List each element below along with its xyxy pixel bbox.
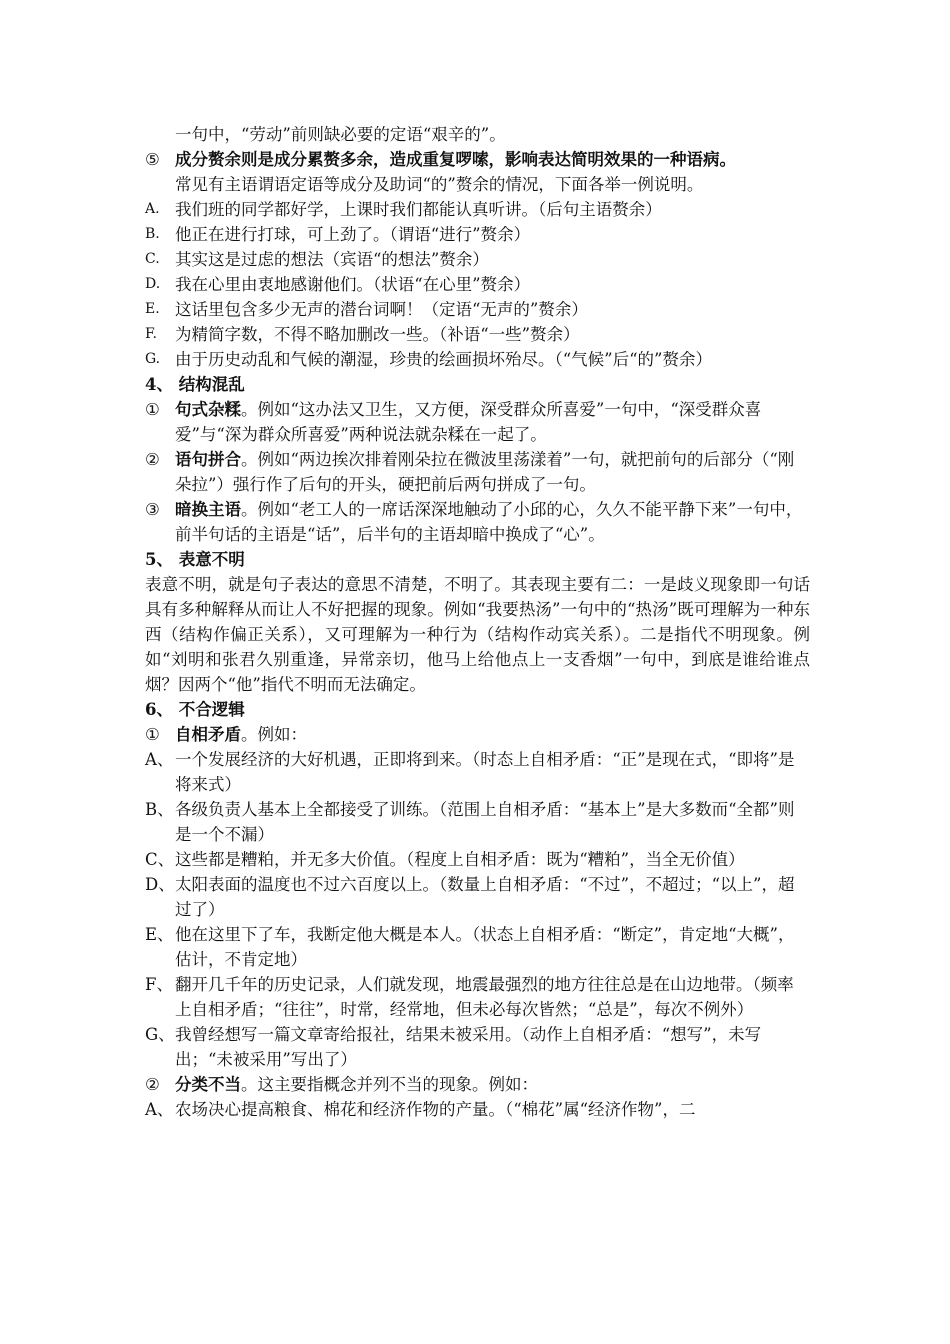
item-text: 我们班的同学都好学，上课时我们都能认真听讲。（后句主语赘余）	[175, 200, 662, 219]
numbered-item	[145, 497, 810, 547]
item-text: 我在心里由衷地感谢他们。（状语“在心里”赘余）	[175, 275, 531, 294]
paragraph	[145, 122, 810, 147]
numbered-item	[145, 1072, 810, 1097]
item-text: 。例如“老工人的一席话深深地触动了小邱的心，久久不能平静下来”一句中，前半句话的主语是“话”，后半句的主语却暗中换成了“心”。	[175, 500, 803, 544]
item-marker: A.	[145, 201, 160, 217]
item-marker: G.	[145, 351, 161, 367]
item-marker: G、	[145, 1025, 175, 1044]
item-text: 其实这是过虑的想法（宾语“的想法”赘余）	[175, 250, 489, 269]
circled-number: ②	[145, 1075, 160, 1094]
numbered-item	[145, 147, 810, 197]
item-text: 。例如：	[241, 725, 307, 744]
item-marker: C.	[145, 251, 160, 267]
item-marker: E.	[145, 301, 160, 317]
term: 暗换主语	[175, 500, 241, 519]
example-list	[145, 197, 810, 372]
item-marker: F、	[145, 975, 173, 994]
term: 自相矛盾	[175, 725, 241, 744]
section-heading: 6、 不合逻辑	[145, 700, 245, 719]
circled-number: ①	[145, 725, 160, 744]
term: 语句拼合	[175, 450, 241, 469]
list-item	[145, 322, 810, 347]
circled-number: ③	[145, 500, 160, 519]
item-text: 常见有主语谓语定语等成分及助词“的”赘余的情况，下面各举一例说明。	[175, 175, 704, 194]
circled-number: ②	[145, 450, 160, 469]
item-marker: B、	[145, 800, 174, 819]
item-text: 。例如“这办法又卫生，又方便，深受群众所喜爱”一句中，“深受群众喜爱”与“深为群众所喜爱”两种说法就杂糅在一起了。	[175, 400, 762, 444]
intro-tail: 一句中，“劳动”前则缺必要的定语“艰辛的”。	[175, 125, 506, 144]
list-item	[145, 272, 810, 297]
list-item	[145, 872, 810, 922]
list-item	[145, 247, 810, 272]
numbered-item	[145, 397, 810, 447]
item-text: 他正在进行打球，可上劲了。（谓语“进行”赘余）	[175, 225, 531, 244]
list-item	[145, 297, 810, 322]
list-item	[145, 1022, 810, 1072]
item-text: 一个发展经济的大好机遇，正即将到来。（时态上自相矛盾：“正”是现在式，“即将”是将来式）	[175, 750, 795, 794]
term: 句式杂糅	[175, 400, 241, 419]
circled-number: ①	[145, 400, 160, 419]
item-text: 。这主要指概念并列不当的现象。例如：	[241, 1075, 538, 1094]
list-item	[145, 797, 810, 847]
list-item	[145, 972, 810, 1022]
circled-number: ⑤	[145, 150, 160, 169]
item-text: 翻开几千年的历史记录，人们就发现，地震最强烈的地方往往总是在山边地带。（频率上自相矛盾；“往往”，时常，经常地，但未必每次皆然；“总是”，每次不例外）	[175, 975, 794, 1019]
item-text: 农场决心提高粮食、棉花和经济作物的产量。（“棉花”属“经济作物”，二	[175, 1100, 696, 1119]
item-marker: D.	[145, 276, 161, 292]
item-text: 这些都是糟粕，并无多大价值。（程度上自相矛盾：既为“糟粕”，当全无价值）	[175, 850, 745, 869]
list-item	[145, 222, 810, 247]
item-text: 由于历史动乱和气候的潮湿，珍贵的绘画损坏殆尽。（“气候”后“的”赘余）	[175, 350, 712, 369]
term: 分类不当	[175, 1075, 241, 1094]
list-item	[145, 922, 810, 972]
item-text: 太阳表面的温度也不过六百度以上。（数量上自相矛盾：“不过”，不超过；“以上”，超过了）	[175, 875, 795, 919]
document-page	[145, 122, 810, 1122]
list-item	[145, 747, 810, 797]
item-marker: A、	[145, 1100, 174, 1119]
example-list	[145, 747, 810, 1072]
item-text: 他在这里下了车，我断定他大概是本人。（状态上自相矛盾：“断定”，肯定地“大概”，估计，不肯定地）	[175, 925, 795, 969]
item-text: 为精简字数，不得不略加删改一些。（补语“一些”赘余）	[175, 325, 580, 344]
item-text: 这话里包含多少无声的潜台词啊！（定语“无声的”赘余）	[175, 300, 588, 319]
item-text: 我曾经想写一篇文章寄给报社，结果未被采用。（动作上自相矛盾：“想写”，未写出；“未被采用”写出了）	[175, 1025, 762, 1069]
list-item	[145, 847, 810, 872]
paragraph: 表意不明，就是句子表达的意思不清楚，不明了。其表现主要有二：一是歧义现象即一句话具有多种解释从而让人不好把握的现象。例如“我要热汤”一句中的“热汤”既可理解为一种东西（结构作偏正关系），又可理解为一种行为（结构作动宾关系）。二是指代不明现象。例如“刘明和张君久别重逢，异常亲切，他马上给他点上一支香烟”一句中，到底是谁给谁点烟？因两个“他”指代不明而无法确定。	[145, 575, 810, 694]
list-item	[145, 1097, 810, 1122]
numbered-item	[145, 447, 810, 497]
item-marker: D、	[145, 875, 175, 894]
bold-definition: 成分赘余则是成分累赘多余，造成重复啰嗦，影响表达简明效果的一种语病。	[175, 150, 736, 169]
item-marker: E、	[145, 925, 174, 944]
item-text: 各级负责人基本上全都接受了训练。（范围上自相矛盾：“基本上”是大多数而“全都”则是一个不漏）	[175, 800, 795, 844]
section-heading: 4、 结构混乱	[145, 375, 245, 394]
list-item	[145, 347, 810, 372]
item-text: 。例如“两边挨次排着刚朵拉在微波里荡漾着”一句，就把前句的后部分（“刚朵拉”）强行作了后句的开头，硬把前后两句拼成了一句。	[175, 450, 795, 494]
item-marker: C、	[145, 850, 175, 869]
section-heading: 5、 表意不明	[145, 550, 245, 569]
item-marker: A、	[145, 750, 174, 769]
list-item	[145, 197, 810, 222]
item-marker: B.	[145, 226, 160, 242]
numbered-item	[145, 722, 810, 747]
item-marker: F.	[145, 326, 157, 342]
